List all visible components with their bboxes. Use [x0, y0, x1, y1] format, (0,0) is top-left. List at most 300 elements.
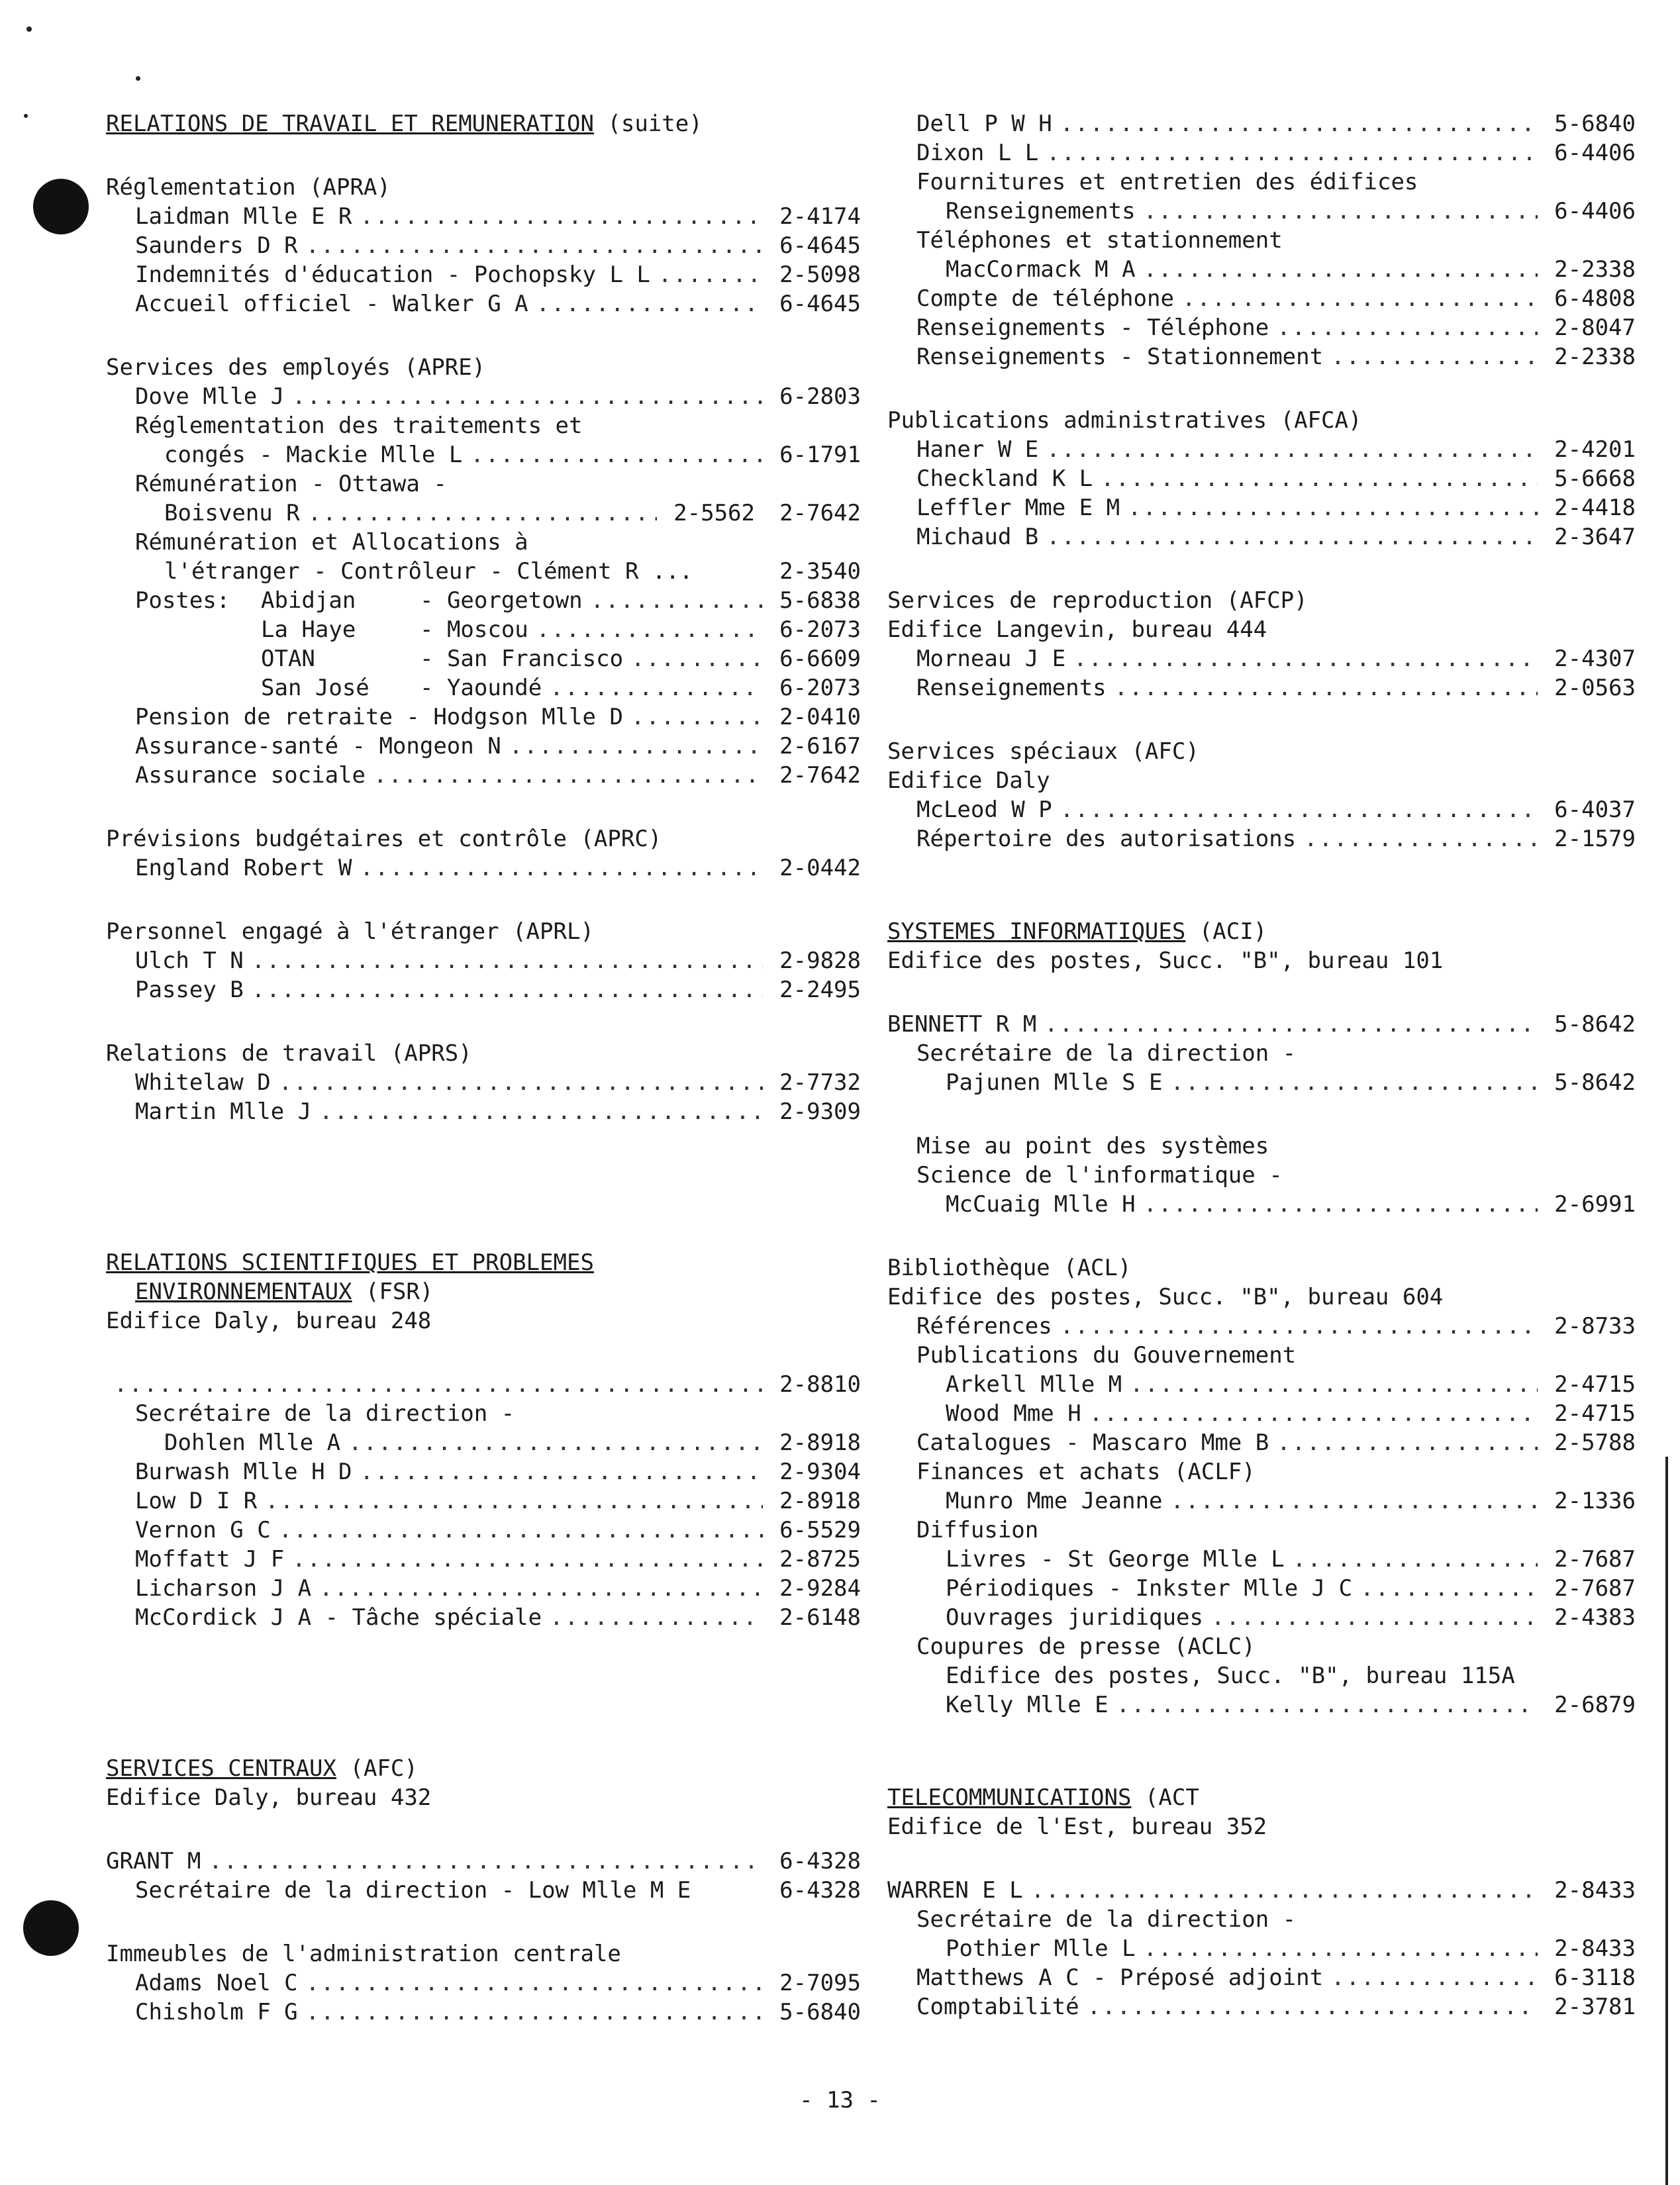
directory-label	[106, 917, 861, 946]
directory-entry	[887, 673, 1636, 703]
directory-label	[106, 469, 861, 499]
directory-label	[887, 1132, 1636, 1161]
entry-name: WARREN E L	[887, 1877, 1023, 1904]
dot-leader	[591, 586, 763, 615]
dot-leader	[1087, 1992, 1538, 2021]
entry-name: Répertoire des autorisations	[916, 826, 1297, 852]
phone-number: 2-8433	[1554, 1935, 1636, 1962]
entry-name: Burwash Mlle H D	[135, 1459, 352, 1485]
directory-entry	[887, 1992, 1636, 2021]
heading-text	[887, 917, 1267, 946]
directory-label	[106, 411, 861, 440]
directory-entry	[887, 1876, 1636, 1905]
entry-name: Secrétaire de la direction - Low Mlle M E	[135, 1877, 691, 1904]
entry-name: Science de l'informatique -	[916, 1162, 1283, 1189]
section-gap	[106, 1667, 861, 1754]
dot-leader	[1144, 1190, 1538, 1219]
entry-name: Dixon L L	[916, 140, 1039, 166]
phone-number: 2-2495	[779, 977, 861, 1003]
dot-leader	[1046, 138, 1538, 168]
entry-name: Rémunération - Ottawa -	[135, 471, 447, 497]
directory-entry	[887, 493, 1636, 522]
dot-leader	[1046, 435, 1538, 464]
entry-name: Services spéciaux (AFC)	[887, 738, 1199, 765]
phone-number: 2-8433	[1554, 1877, 1636, 1904]
heading-title: TELECOMMUNICATIONS	[887, 1784, 1132, 1811]
entry-name: Edifice des postes, Succ. "B", bureau 604	[887, 1284, 1444, 1310]
dot-leader	[1128, 493, 1538, 522]
section-gap	[887, 1754, 1636, 1783]
entry-name: Périodiques - Inkster Mlle J C	[946, 1575, 1353, 1602]
punch-hole	[23, 1900, 79, 1956]
heading-text	[106, 1754, 418, 1783]
directory-label	[106, 824, 861, 853]
posting-locations	[135, 586, 583, 615]
dot-leader	[1171, 1486, 1538, 1516]
dot-leader	[114, 1370, 763, 1399]
entry-name: Kelly Mlle E	[946, 1692, 1109, 1718]
heading-suffix: (suite)	[593, 111, 703, 137]
entry-name: Indemnités d'éducation - Pochopsky L L	[135, 262, 650, 288]
heading-title: RELATIONS DE TRAVAIL ET REMUNERATION	[106, 111, 594, 137]
entry-name: Edifice Daly	[887, 767, 1050, 794]
directory-section	[887, 586, 1636, 703]
dot-leader	[360, 1457, 763, 1486]
phone-number: 6-4328	[779, 1877, 861, 1904]
page-number: - 13 -	[799, 2087, 881, 2113]
entry-name: Diffusion	[916, 1517, 1039, 1543]
directory-entry	[887, 1934, 1636, 1963]
dot-leader	[306, 231, 763, 260]
phone-number: 2-7687	[1554, 1546, 1636, 1573]
phone-number: 2-4307	[1554, 646, 1636, 672]
entry-name: Low D I R	[135, 1488, 258, 1514]
directory-section	[106, 1939, 861, 2027]
dot-leader	[1114, 673, 1538, 703]
entry-name: McLeod W P	[916, 797, 1052, 823]
entry-name: Chisholm F G	[135, 1999, 298, 2025]
directory-entry	[887, 644, 1636, 673]
entry-name: Edifice des postes, Succ. "B", bureau 101	[887, 947, 1444, 974]
phone-number: 2-9304	[779, 1459, 861, 1485]
directory-entry	[887, 1603, 1636, 1632]
phone-number: 6-2073	[779, 675, 861, 701]
dot-leader	[252, 946, 763, 975]
heading-title: SERVICES CENTRAUX	[106, 1755, 336, 1782]
dot-leader	[1060, 109, 1538, 138]
dot-leader	[1144, 1934, 1538, 1963]
dot-leader	[360, 202, 763, 231]
entry-name: Réglementation des traitements et	[135, 413, 583, 439]
phone-number: 2-8918	[779, 1488, 861, 1514]
dot-leader	[373, 761, 763, 790]
dot-leader	[1073, 644, 1538, 673]
dot-leader	[1130, 1370, 1538, 1399]
entry-name: Prévisions budgétaires et contrôle (APRC)	[106, 826, 662, 852]
dot-leader	[1044, 1010, 1538, 1039]
directory-label	[887, 946, 1636, 975]
directory-label	[887, 406, 1636, 435]
dot-leader	[1277, 313, 1538, 342]
phone-number: 6-4406	[1554, 140, 1636, 166]
directory-section	[887, 917, 1636, 975]
dot-leader	[1046, 522, 1538, 552]
directory-entry	[887, 138, 1636, 168]
posting-city-a: OTAN	[261, 646, 315, 672]
directory-label	[887, 1905, 1636, 1934]
posting-city-b: - San Francisco	[420, 646, 624, 672]
entry-name: Arkell Mlle M	[946, 1371, 1122, 1398]
entry-name: Pension de retraite - Hodgson Mlle D	[135, 704, 623, 730]
entry-name: Secrétaire de la direction -	[916, 1906, 1297, 1933]
dot-leader	[1144, 255, 1538, 284]
dot-leader	[1360, 1574, 1538, 1603]
entry-name: Téléphones et stationnement	[916, 227, 1283, 254]
phone-number: 2-3540	[779, 558, 861, 585]
entry-name: Secrétaire de la direction -	[135, 1400, 515, 1427]
directory-entry	[887, 1963, 1636, 1992]
directory-label	[106, 1939, 861, 1968]
directory-entry	[106, 260, 861, 289]
phone-number: 6-4645	[779, 291, 861, 317]
directory-section	[887, 1876, 1636, 2021]
phone-number: 5-6840	[1554, 111, 1636, 137]
dot-leader	[1304, 824, 1538, 853]
directory-entry	[106, 761, 861, 790]
directory-label	[887, 1253, 1636, 1283]
section-heading	[106, 1248, 861, 1277]
right-column	[887, 109, 1636, 2056]
directory-label	[887, 1632, 1636, 1661]
phone-number: 2-4174	[779, 203, 861, 230]
entry-name: England Robert W	[135, 855, 352, 881]
dot-leader	[1211, 1603, 1538, 1632]
directory-entry	[106, 1428, 861, 1457]
entry-name: Immeubles de l'administration centrale	[106, 1941, 621, 1967]
dot-leader	[265, 1486, 763, 1516]
entry-name: Martin Mlle J	[135, 1098, 312, 1125]
phone-number: 2-4715	[1554, 1371, 1636, 1398]
entry-name: Publications du Gouvernement	[916, 1342, 1297, 1369]
dot-leader	[470, 440, 763, 469]
directory-section	[887, 737, 1636, 853]
phone-number: 2-4715	[1554, 1400, 1636, 1427]
directory-section	[887, 1132, 1636, 1219]
entry-name: Compte de téléphone	[916, 285, 1174, 312]
phone-number: 2-4383	[1554, 1604, 1636, 1631]
directory-section	[106, 1370, 861, 1632]
directory-entry	[106, 440, 861, 469]
directory-section	[106, 1039, 861, 1126]
phone-number: 2-7687	[1554, 1575, 1636, 1602]
dot-leader	[1089, 1399, 1538, 1428]
directory-label	[106, 1306, 861, 1335]
phone-number: 2-7642	[779, 762, 861, 789]
entry-name: Edifice Daly, bureau 432	[106, 1784, 432, 1811]
directory-section	[106, 824, 861, 883]
section-heading	[106, 1754, 861, 1783]
heading-text	[135, 1277, 433, 1306]
dot-leader	[1331, 1963, 1538, 1992]
phone-number: 6-4328	[779, 1848, 861, 1874]
dot-leader	[536, 289, 763, 318]
phone-number: 2-1336	[1554, 1488, 1636, 1514]
directory-entry	[887, 109, 1636, 138]
directory-entry	[106, 1545, 861, 1574]
directory-label	[887, 168, 1636, 197]
dot-leader	[319, 1574, 763, 1603]
phone-number: 2-2338	[1554, 256, 1636, 283]
directory-section	[106, 173, 861, 318]
directory-entry	[106, 703, 861, 732]
directory-entry	[106, 586, 861, 615]
directory-entry	[887, 1010, 1636, 1039]
entry-name: Whitelaw D	[135, 1069, 271, 1096]
directory-entry	[887, 1545, 1636, 1574]
posting-city-b: - Yaoundé	[420, 675, 542, 701]
entry-name: Morneau J E	[916, 646, 1066, 672]
heading-title: RELATIONS SCIENTIFIQUES ET PROBLEMES	[106, 1249, 594, 1276]
dot-leader	[1116, 1690, 1538, 1720]
directory-section	[106, 917, 861, 1004]
dot-leader	[252, 975, 763, 1004]
entry-name: Assurance sociale	[135, 762, 366, 789]
dot-leader	[308, 499, 657, 528]
phone-number: 6-4037	[1554, 797, 1636, 823]
directory-section	[887, 1010, 1636, 1097]
phone-number: 5-6838	[779, 587, 861, 614]
directory-entry	[887, 1370, 1636, 1399]
section-heading	[106, 109, 861, 138]
entry-name: Finances et achats (ACLF)	[916, 1459, 1256, 1485]
directory-entry	[106, 231, 861, 260]
directory-label	[106, 1039, 861, 1068]
directory-label	[887, 1283, 1636, 1312]
section-gap	[887, 888, 1636, 917]
directory-entry	[887, 1312, 1636, 1341]
phone-number: 5-8642	[1554, 1011, 1636, 1038]
phone-number: 2-0410	[779, 704, 861, 730]
directory-label	[887, 1812, 1636, 1841]
directory-label	[887, 615, 1636, 644]
directory-label	[106, 1399, 861, 1428]
phone-number: 6-4645	[779, 232, 861, 259]
directory-entry	[106, 1998, 861, 2027]
entry-name: Livres - St George Mlle L	[946, 1546, 1285, 1573]
heading-text	[106, 109, 703, 138]
directory-entry	[106, 853, 861, 883]
directory-entry	[106, 1457, 861, 1486]
entry-name: Bibliothèque (ACL)	[887, 1255, 1132, 1281]
directory-section	[106, 109, 861, 138]
directory-section	[106, 1847, 861, 1905]
entry-name: Dove Mlle J	[135, 383, 285, 410]
entry-name: Rémunération et Allocations à	[135, 529, 528, 556]
phone-number: 2-9309	[779, 1098, 861, 1125]
heading-title: SYSTEMES INFORMATIQUES	[887, 918, 1186, 945]
directory-entry	[887, 1428, 1636, 1457]
phone-number: 2-7732	[779, 1069, 861, 1096]
directory-entry	[106, 1847, 861, 1876]
entry-name: Michaud B	[916, 524, 1039, 550]
phone-number: 2-7642	[779, 500, 861, 526]
phone-number: 2-5788	[1554, 1430, 1636, 1456]
entry-name: Personnel engagé à l'étranger (APRL)	[106, 918, 594, 945]
dot-leader	[1144, 197, 1538, 226]
dot-leader	[1060, 1312, 1538, 1341]
dot-leader	[279, 1516, 763, 1545]
entry-name: Ouvrages juridiques	[946, 1604, 1203, 1631]
directory-label	[887, 226, 1636, 255]
dot-leader	[209, 1847, 763, 1876]
directory-label	[106, 353, 861, 382]
directory-entry	[106, 1876, 861, 1905]
phone-number: 2-6879	[1554, 1692, 1636, 1718]
directory-entry	[106, 1370, 861, 1399]
directory-entry	[106, 382, 861, 411]
directory-label	[887, 1457, 1636, 1486]
phone-number: 2-6167	[779, 733, 861, 759]
entry-name: Edifice Langevin, bureau 444	[887, 616, 1267, 643]
entry-name: Passey B	[135, 977, 244, 1003]
directory-section	[887, 406, 1636, 552]
directory-label	[887, 1661, 1636, 1690]
directory-entry	[887, 1399, 1636, 1428]
directory-entry	[106, 1516, 861, 1545]
posting-prefix: Postes:	[135, 587, 230, 614]
phone-number: 2-9828	[779, 947, 861, 974]
dot-leader	[348, 1428, 763, 1457]
scan-speck	[26, 26, 32, 32]
directory-section	[887, 109, 1636, 371]
entry-name: Boisvenu R	[164, 500, 300, 526]
phone-number: 2-4201	[1554, 436, 1636, 463]
directory-label	[887, 586, 1636, 615]
entry-name: Secrétaire de la direction -	[916, 1040, 1297, 1067]
dot-leader	[292, 382, 763, 411]
posting-city-a: San José	[261, 675, 370, 701]
directory-entry	[106, 615, 861, 644]
dot-leader	[1277, 1428, 1538, 1457]
entry-name: Assurance-santé - Mongeon N	[135, 733, 501, 759]
directory-entry	[887, 1690, 1636, 1720]
dot-leader	[1031, 1876, 1538, 1905]
dot-leader	[1293, 1545, 1538, 1574]
dot-leader	[306, 1998, 763, 2027]
directory-entry	[106, 1574, 861, 1603]
directory-entry	[106, 732, 861, 761]
directory-label	[887, 1516, 1636, 1545]
posting-city-b: - Georgetown	[420, 587, 583, 614]
phone-number: 2-4418	[1554, 495, 1636, 521]
posting-locations	[135, 615, 528, 644]
directory-entry	[106, 1097, 861, 1126]
directory-entry	[887, 795, 1636, 824]
directory-entry	[106, 644, 861, 673]
entry-name: MacCormack M A	[946, 256, 1136, 283]
phone-number: 2-8810	[779, 1371, 861, 1398]
dot-leader	[360, 853, 763, 883]
phone-number: 2-8047	[1554, 315, 1636, 341]
heading-suffix: (AFC)	[336, 1755, 418, 1782]
directory-entry	[887, 1068, 1636, 1097]
entry-name: Matthews A C - Préposé adjoint	[916, 1965, 1324, 1991]
directory-entry	[887, 342, 1636, 371]
phone-number: 5-6840	[779, 1999, 861, 2025]
directory-entry	[887, 1486, 1636, 1516]
dot-leader	[550, 1603, 763, 1632]
dot-leader	[1331, 342, 1538, 371]
phone-number: 6-6609	[779, 646, 861, 672]
entry-name: Haner W E	[916, 436, 1039, 463]
directory-label	[106, 528, 861, 557]
directory-entry	[106, 1603, 861, 1632]
phone-number: 6-5529	[779, 1517, 861, 1543]
heading-suffix: (FSR)	[352, 1279, 434, 1305]
entry-name: Licharson J A	[135, 1575, 312, 1602]
dot-leader	[536, 615, 763, 644]
entry-name: Laidman Mlle E R	[135, 203, 352, 230]
phone-number: 2-5098	[779, 262, 861, 288]
directory-section	[106, 1754, 861, 1812]
entry-name: Edifice Daly, bureau 248	[106, 1308, 432, 1334]
phone-number: 2-6991	[1554, 1191, 1636, 1218]
phone-number: 2-8733	[1554, 1313, 1636, 1339]
posting-city-a: La Haye	[261, 616, 356, 643]
dot-leader	[1182, 284, 1538, 313]
entry-name: Renseignements	[946, 198, 1136, 224]
phone-number: 6-2073	[779, 616, 861, 643]
entry-name: Fournitures et entretien des édifices	[916, 169, 1418, 195]
scan-speck	[24, 114, 28, 118]
punch-hole	[33, 179, 89, 234]
entry-name: Munro Mme Jeanne	[946, 1488, 1163, 1514]
phone-number: 2-2338	[1554, 344, 1636, 370]
directory-section	[106, 1248, 861, 1335]
directory-entry	[106, 1968, 861, 1998]
scan-speck	[136, 76, 140, 81]
dot-leader	[1101, 464, 1538, 493]
entry-name: l'étranger - Contrôleur - Clément R ...	[164, 558, 693, 585]
phone-number: 5-8642	[1554, 1069, 1636, 1096]
entry-name: Mise au point des systèmes	[916, 1133, 1269, 1159]
entry-name: McCuaig Mlle H	[946, 1191, 1136, 1218]
directory-entry	[106, 1486, 861, 1516]
phone-number: 6-4406	[1554, 198, 1636, 224]
entry-name: Adams Noel C	[135, 1970, 298, 1996]
entry-name: Edifice de l'Est, bureau 352	[887, 1814, 1267, 1840]
directory-entry	[106, 557, 861, 586]
directory-entry	[887, 1574, 1636, 1603]
entry-name: Services des employés (APRE)	[106, 354, 486, 381]
entry-name: Références	[916, 1313, 1052, 1339]
directory-entry	[887, 1190, 1636, 1219]
directory-entry	[887, 435, 1636, 464]
directory-label	[106, 173, 861, 202]
directory-entry	[887, 313, 1636, 342]
entry-name: Publications administratives (AFCA)	[887, 407, 1362, 434]
entry-name: Saunders D R	[135, 232, 298, 259]
entry-name: Comptabilité	[916, 1994, 1079, 2020]
heading-title: ENVIRONNEMENTAUX	[135, 1279, 352, 1305]
entry-name: Dell P W H	[916, 111, 1052, 137]
phone-number: 2-0442	[779, 855, 861, 881]
directory-label	[887, 1161, 1636, 1190]
dot-leader	[658, 260, 763, 289]
phone-number: 2-6148	[779, 1604, 861, 1631]
phone-number-alt: 2-5562	[673, 500, 755, 526]
directory-section	[106, 353, 861, 790]
